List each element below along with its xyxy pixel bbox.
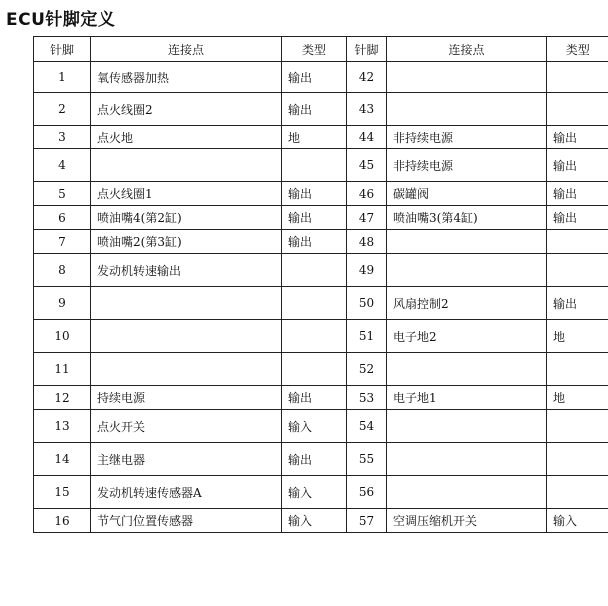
pin-number-cell: 54 bbox=[347, 410, 387, 443]
pin-number-cell: 45 bbox=[347, 149, 387, 182]
pin-number-cell: 48 bbox=[347, 230, 387, 254]
connection-cell: 氧传感器加热 bbox=[91, 62, 282, 93]
connection-cell: 喷油嘴2(第3缸) bbox=[91, 230, 282, 254]
type-cell: 输出 bbox=[547, 287, 608, 320]
table-row bbox=[34, 254, 608, 287]
header-pin: 针脚 bbox=[34, 37, 91, 62]
type-cell: 输出 bbox=[282, 386, 347, 410]
connection-cell: 点火开关 bbox=[91, 410, 282, 443]
type-cell bbox=[547, 93, 608, 126]
connection-cell: 点火地 bbox=[91, 126, 282, 149]
pin-number-cell: 51 bbox=[347, 320, 387, 353]
connection-cell bbox=[387, 410, 547, 443]
connection-cell: 喷油嘴3(第4缸) bbox=[387, 206, 547, 230]
table-row bbox=[34, 287, 608, 320]
pin-number-cell: 7 bbox=[34, 230, 91, 254]
type-cell: 输出 bbox=[282, 206, 347, 230]
pin-number-cell: 15 bbox=[34, 476, 91, 509]
table-row bbox=[34, 320, 608, 353]
type-cell: 地 bbox=[547, 320, 608, 353]
type-cell: 地 bbox=[547, 386, 608, 410]
connection-cell: 非持续电源 bbox=[387, 126, 547, 149]
connection-cell bbox=[91, 287, 282, 320]
connection-cell: 主继电器 bbox=[91, 443, 282, 476]
connection-cell: 发动机转速传感器A bbox=[91, 476, 282, 509]
ecu-pin-table bbox=[33, 36, 608, 533]
pin-number-cell: 8 bbox=[34, 254, 91, 287]
pin-number-cell: 16 bbox=[34, 509, 91, 533]
pin-number-cell: 50 bbox=[347, 287, 387, 320]
pin-number-cell: 56 bbox=[347, 476, 387, 509]
connection-cell: 碳罐阀 bbox=[387, 182, 547, 206]
pin-number-cell: 46 bbox=[347, 182, 387, 206]
pin-number-cell: 6 bbox=[34, 206, 91, 230]
pin-number-cell: 49 bbox=[347, 254, 387, 287]
connection-cell bbox=[91, 320, 282, 353]
table-row bbox=[34, 182, 608, 206]
type-cell: 输出 bbox=[282, 182, 347, 206]
table-row bbox=[34, 476, 608, 509]
table-row bbox=[34, 206, 608, 230]
type-cell: 输入 bbox=[547, 509, 608, 533]
connection-cell bbox=[387, 230, 547, 254]
table-row bbox=[34, 443, 608, 476]
type-cell bbox=[547, 410, 608, 443]
pin-number-cell: 42 bbox=[347, 62, 387, 93]
pin-number-cell: 44 bbox=[347, 126, 387, 149]
type-cell: 输出 bbox=[282, 93, 347, 126]
connection-cell: 节气门位置传感器 bbox=[91, 509, 282, 533]
type-cell: 输入 bbox=[282, 509, 347, 533]
pin-number-cell: 10 bbox=[34, 320, 91, 353]
table-row bbox=[34, 230, 608, 254]
pin-number-cell: 55 bbox=[347, 443, 387, 476]
type-cell: 输出 bbox=[547, 206, 608, 230]
type-cell bbox=[547, 230, 608, 254]
pin-number-cell: 12 bbox=[34, 386, 91, 410]
pin-number-cell: 53 bbox=[347, 386, 387, 410]
table-row bbox=[34, 126, 608, 149]
connection-cell bbox=[387, 476, 547, 509]
pin-number-cell: 5 bbox=[34, 182, 91, 206]
type-cell bbox=[282, 287, 347, 320]
connection-cell: 非持续电源 bbox=[387, 149, 547, 182]
connection-cell bbox=[387, 443, 547, 476]
connection-cell: 风扇控制2 bbox=[387, 287, 547, 320]
pin-number-cell: 57 bbox=[347, 509, 387, 533]
table-row bbox=[34, 93, 608, 126]
type-cell: 输出 bbox=[282, 230, 347, 254]
type-cell bbox=[547, 443, 608, 476]
pin-number-cell: 4 bbox=[34, 149, 91, 182]
pin-number-cell: 13 bbox=[34, 410, 91, 443]
connection-cell bbox=[387, 93, 547, 126]
pin-number-cell: 3 bbox=[34, 126, 91, 149]
connection-cell: 点火线圈2 bbox=[91, 93, 282, 126]
type-cell bbox=[547, 353, 608, 386]
table-row bbox=[34, 509, 608, 533]
pin-number-cell: 11 bbox=[34, 353, 91, 386]
table-row bbox=[34, 353, 608, 386]
connection-cell bbox=[91, 149, 282, 182]
connection-cell: 持续电源 bbox=[91, 386, 282, 410]
connection-cell: 发动机转速输出 bbox=[91, 254, 282, 287]
type-cell bbox=[282, 320, 347, 353]
type-cell: 地 bbox=[282, 126, 347, 149]
type-cell bbox=[282, 353, 347, 386]
table-row bbox=[34, 62, 608, 93]
pin-number-cell: 2 bbox=[34, 93, 91, 126]
table-row bbox=[34, 386, 608, 410]
table-row bbox=[34, 149, 608, 182]
header-type: 类型 bbox=[282, 37, 347, 62]
type-cell: 输入 bbox=[282, 476, 347, 509]
type-cell bbox=[282, 149, 347, 182]
pin-number-cell: 43 bbox=[347, 93, 387, 126]
connection-cell bbox=[387, 353, 547, 386]
connection-cell: 喷油嘴4(第2缸) bbox=[91, 206, 282, 230]
page-title: ECU针脚定义 bbox=[6, 10, 116, 30]
connection-cell: 空调压缩机开关 bbox=[387, 509, 547, 533]
header-type: 类型 bbox=[547, 37, 608, 62]
type-cell: 输出 bbox=[282, 443, 347, 476]
pin-number-cell: 14 bbox=[34, 443, 91, 476]
connection-cell bbox=[387, 254, 547, 287]
header-connection: 连接点 bbox=[387, 37, 547, 62]
type-cell bbox=[282, 254, 347, 287]
type-cell bbox=[547, 62, 608, 93]
connection-cell: 电子地2 bbox=[387, 320, 547, 353]
type-cell bbox=[547, 476, 608, 509]
header-pin: 针脚 bbox=[347, 37, 387, 62]
type-cell: 输出 bbox=[282, 62, 347, 93]
pin-number-cell: 52 bbox=[347, 353, 387, 386]
type-cell: 输出 bbox=[547, 149, 608, 182]
table-row bbox=[34, 410, 608, 443]
connection-cell: 电子地1 bbox=[387, 386, 547, 410]
table-header-row bbox=[34, 37, 608, 62]
type-cell: 输出 bbox=[547, 182, 608, 206]
connection-cell bbox=[387, 62, 547, 93]
type-cell: 输入 bbox=[282, 410, 347, 443]
pin-number-cell: 9 bbox=[34, 287, 91, 320]
pin-number-cell: 1 bbox=[34, 62, 91, 93]
type-cell bbox=[547, 254, 608, 287]
connection-cell: 点火线圈1 bbox=[91, 182, 282, 206]
connection-cell bbox=[91, 353, 282, 386]
header-connection: 连接点 bbox=[91, 37, 282, 62]
type-cell: 输出 bbox=[547, 126, 608, 149]
pin-number-cell: 47 bbox=[347, 206, 387, 230]
